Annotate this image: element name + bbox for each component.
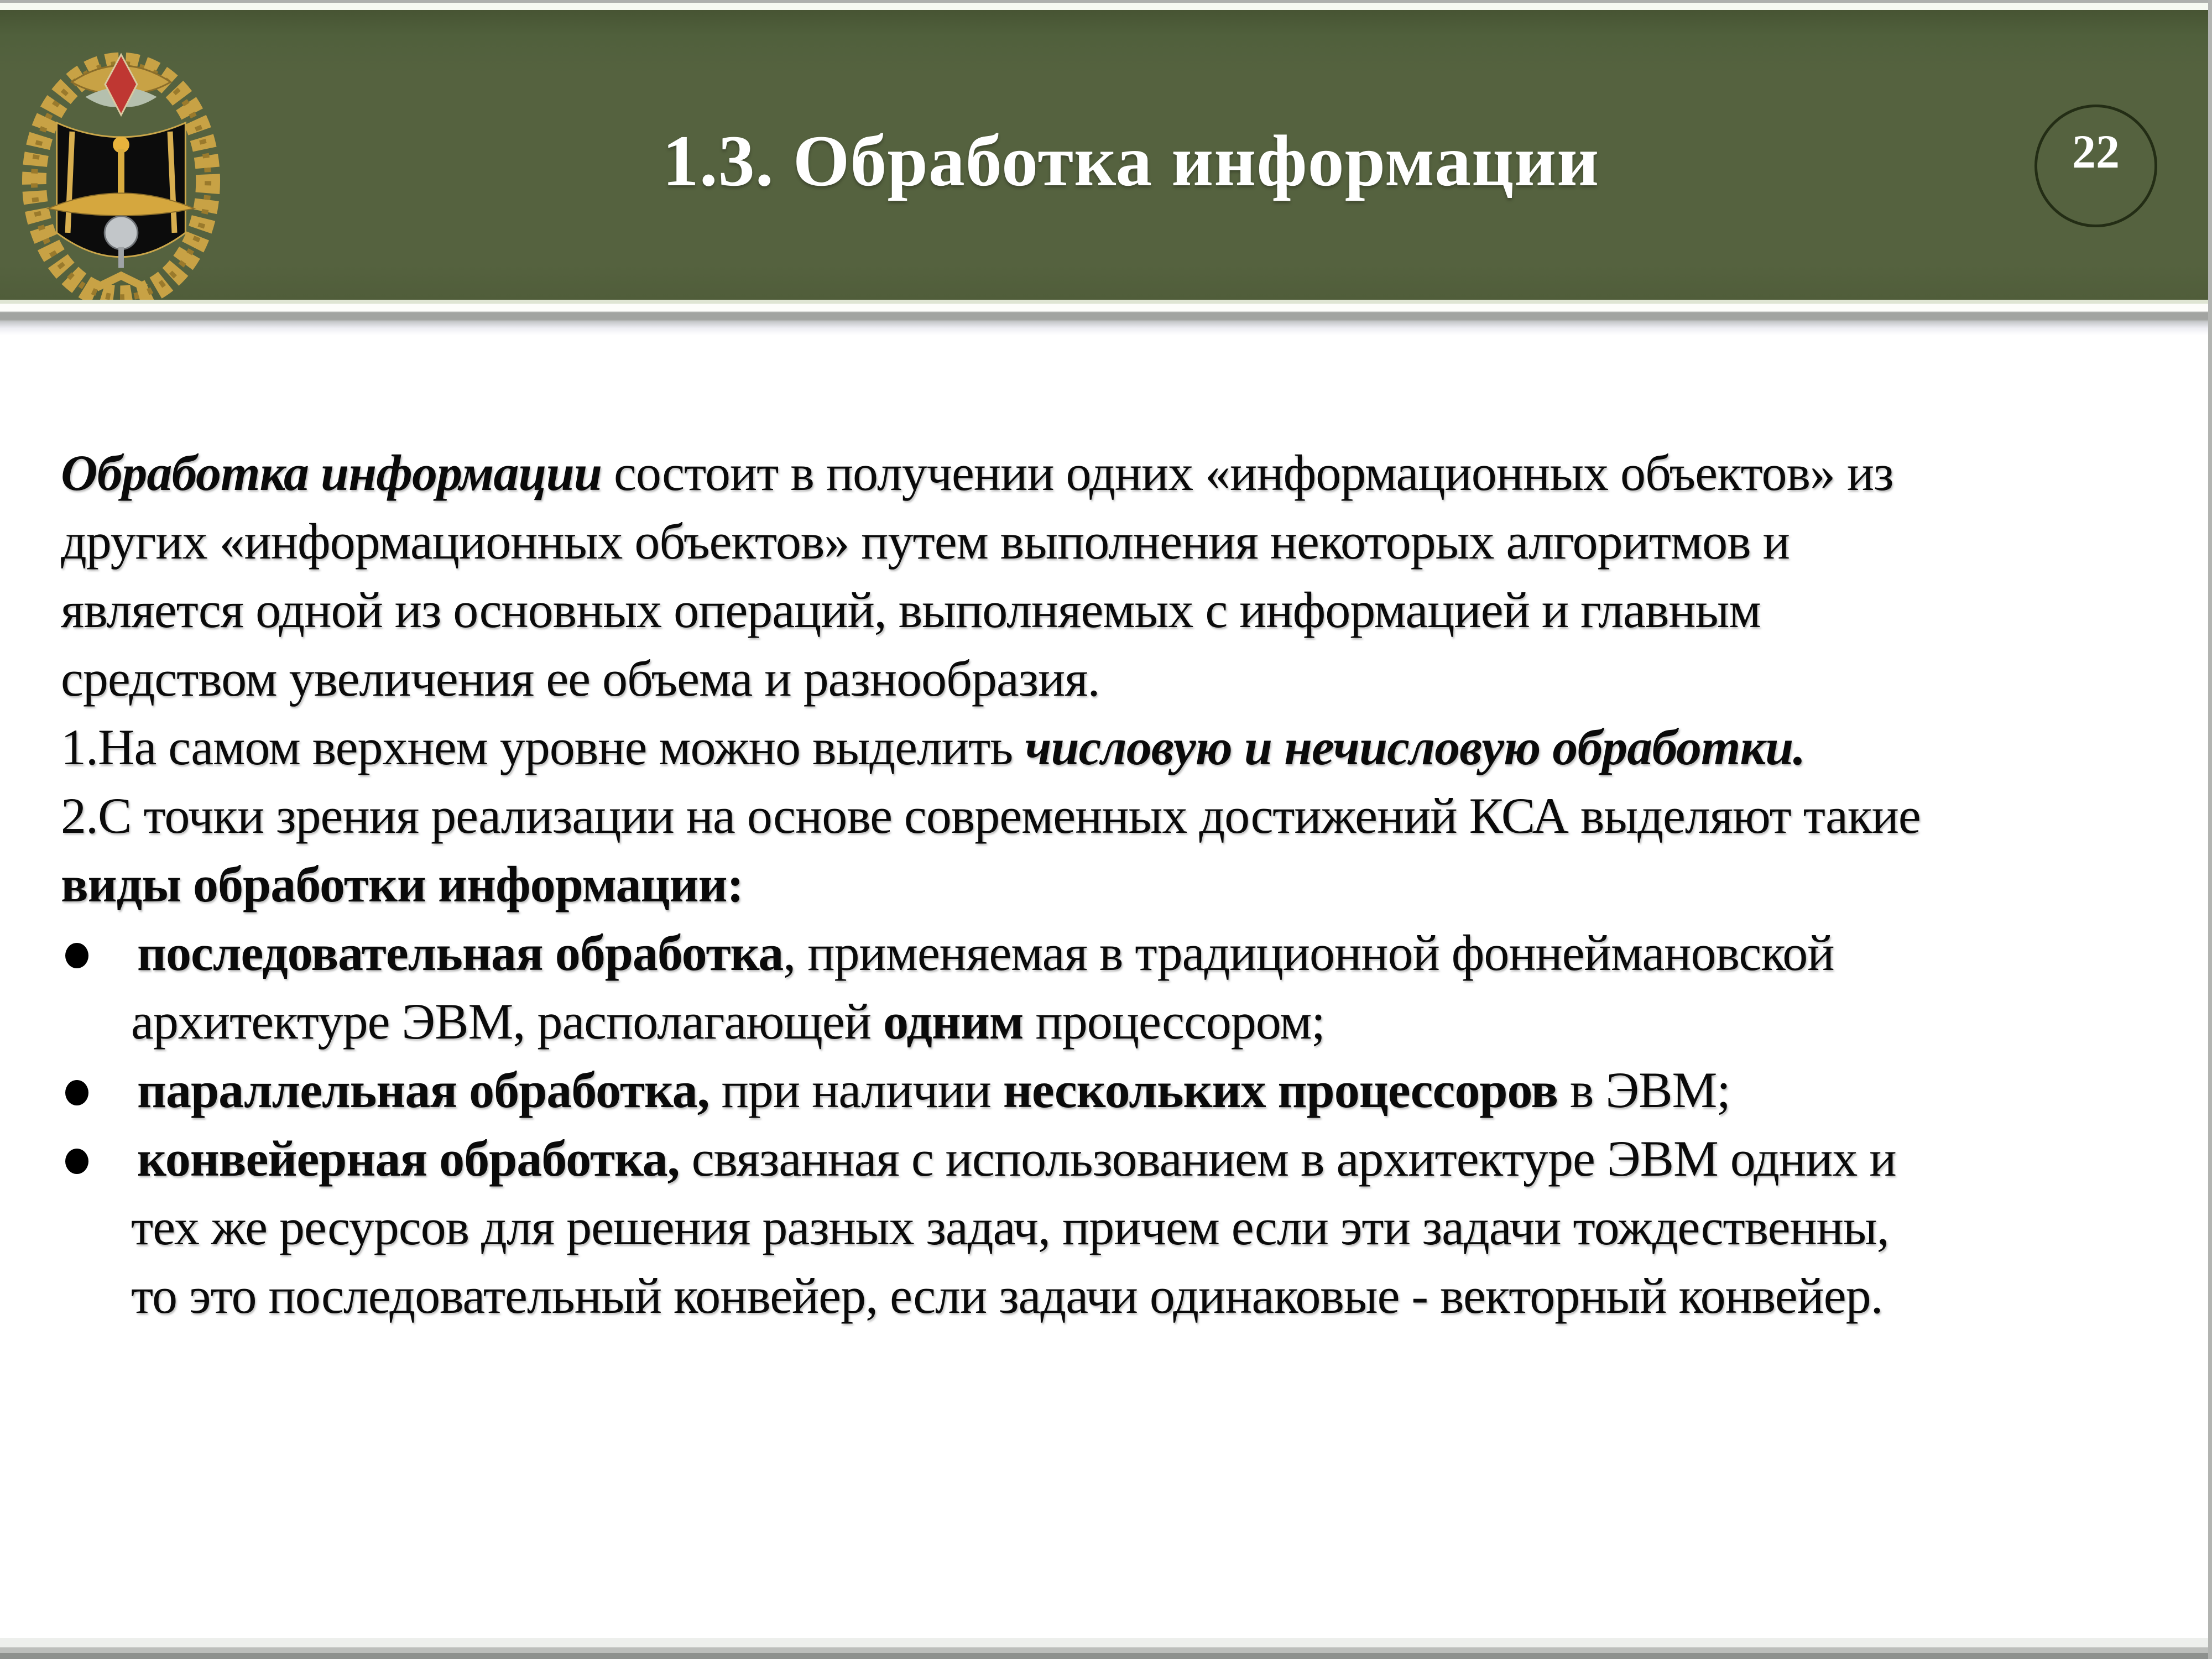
text-segment: параллельная обработка, — [137, 1062, 709, 1118]
text-segment: то это последовательный конвейер, если задачи одинаковые - векторный конвейер. — [131, 1267, 1883, 1324]
text-line — [0, 1261, 2190, 1330]
text-segment: является одной из основных операций, выполняемых с информацией и главным — [61, 582, 1761, 638]
window-right-edge — [2208, 0, 2212, 1659]
page-number-badge — [2034, 105, 2157, 227]
text-segment: других «информационных объектов» путем выполнения некоторых алгоритмов и — [61, 513, 1790, 570]
text-segment: процессором; — [1023, 993, 1325, 1050]
bullet-marker-icon — [65, 1149, 88, 1174]
bullet-marker-icon — [65, 943, 88, 968]
footer-band-mid — [0, 1647, 2212, 1653]
slide-header-bar — [0, 10, 2212, 300]
text-line — [0, 781, 2190, 850]
footer-band-light — [0, 1638, 2212, 1647]
text-segment: средством увеличения ее объема и разнообразия. — [61, 650, 1100, 707]
text-line — [0, 576, 2190, 644]
text-segment: при наличии — [709, 1062, 1003, 1118]
text-line — [0, 507, 2190, 576]
bullet-line — [0, 1124, 2190, 1193]
title-container — [238, 10, 2024, 300]
text-segment: нескольких процессоров — [1003, 1062, 1558, 1118]
text-segment: Обработка информации — [61, 445, 602, 501]
text-segment: виды обработки информации: — [61, 856, 744, 912]
text-line — [0, 1193, 2190, 1261]
text-segment: 2.С точки зрения реализации на основе современных достижений КСА выделяют такие — [61, 787, 1921, 844]
bullet-line — [0, 919, 2190, 987]
slide-title: 1.3. Обработка информации — [662, 119, 1600, 201]
text-segment: архитектуре ЭВМ, располагающей — [131, 993, 883, 1050]
text-line — [0, 987, 2190, 1056]
footer-band-dark — [0, 1653, 2212, 1659]
text-segment: числовую и нечисловую обработки. — [1025, 719, 1806, 775]
bullet-line — [0, 1056, 2190, 1124]
text-segment: конвейерная обработка, — [137, 1130, 680, 1187]
text-segment: в ЭВМ; — [1557, 1062, 1730, 1118]
text-line — [0, 439, 2190, 507]
body-text — [0, 439, 2190, 1330]
text-segment: , применяемая в традиционной фоннеймановской — [783, 925, 1834, 981]
bullet-marker-icon — [65, 1080, 88, 1105]
military-academy-emblem-icon — [19, 39, 223, 306]
text-line — [0, 850, 2190, 919]
text-line — [0, 644, 2190, 713]
header-divider — [0, 300, 2212, 335]
text-segment: состоит в получении одних «информационных объектов» из — [601, 445, 1893, 501]
top-margin-strip — [0, 3, 2212, 10]
text-segment: тех же ресурсов для решения разных задач, причем если эти задачи тождественны, — [131, 1199, 1889, 1255]
text-line — [0, 713, 2190, 781]
text-segment: последовательная обработка — [137, 925, 784, 981]
text-segment: связанная с использованием в архитектуре ЭВМ одних и — [679, 1130, 1896, 1187]
text-segment: одним — [883, 993, 1024, 1050]
page-number: 22 — [2072, 125, 2120, 178]
slide-footer-bar — [0, 1638, 2212, 1659]
text-segment: 1.На самом верхнем уровне можно выделить — [61, 719, 1025, 775]
